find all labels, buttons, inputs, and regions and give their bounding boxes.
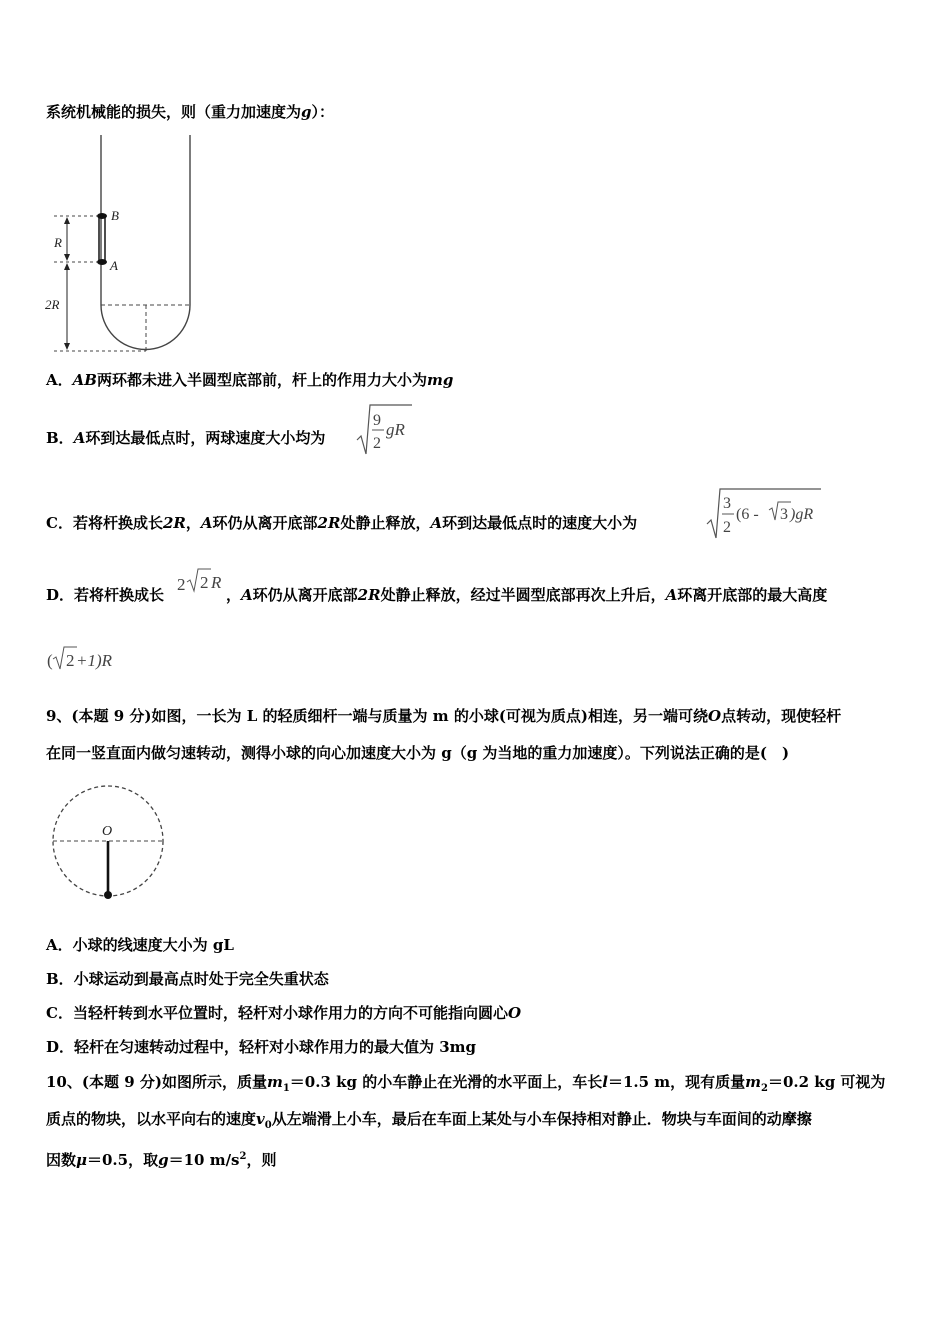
option-text: 轻杆在匀速转动过程中，轻杆对小球作用力的最大值为 3mg xyxy=(74,1038,477,1056)
q10-text: ＝10 m/s xyxy=(168,1151,240,1169)
var-l: l xyxy=(602,1073,608,1091)
var-r: R xyxy=(211,573,222,592)
var-a: A xyxy=(73,429,86,447)
option-text: 小球的线速度大小为 gL xyxy=(72,936,234,954)
q9-text: 9、(本题 9 分)如图，一长为 L 的轻质细杆一端与质量为 m 的小球(可视为质点)相连，另一端可绕 xyxy=(46,707,709,725)
q8-option-b xyxy=(46,428,325,448)
q9-text: 在同一竖直面内做匀速转动，测得小球的向心加速度大小为 g（g 为当地的重力加速度）。下列说法正确的是( ) xyxy=(46,744,790,762)
frac-den: 2 xyxy=(373,435,381,452)
option-text: 两环都未进入半圆型底部前，杆上的作用力大小为 xyxy=(96,371,427,389)
q10-line3 xyxy=(46,1147,277,1170)
q9-line2 xyxy=(46,743,789,763)
len-2r: 2R xyxy=(162,514,186,532)
q9-option-d xyxy=(46,1037,476,1057)
var-mu: μ xyxy=(76,1151,87,1169)
sub-2: 2 xyxy=(761,1083,768,1094)
comma: ， xyxy=(185,514,201,532)
sub-0: 0 xyxy=(264,1120,272,1131)
option-text: 当轻杆转到水平位置时，轻杆对小球作用力的方向不可能指向圆心 xyxy=(72,1004,508,1022)
frac-den: 2 xyxy=(723,519,731,536)
q10-text: 从左端滑上小车，最后在车面上某处与小车保持相对静止．物块与车面间的动摩擦 xyxy=(271,1110,812,1128)
option-text: 环仍从离开底部 xyxy=(252,586,358,604)
formula-rest: gR xyxy=(386,420,405,439)
option-letter: A． xyxy=(46,936,73,954)
option-letter: C． xyxy=(46,514,73,532)
option-letter: D． xyxy=(46,1038,75,1056)
option-text: 处静止释放， xyxy=(340,514,431,532)
q9-line1 xyxy=(46,706,841,726)
q10-text: ＝0.2 kg 可视为 xyxy=(767,1073,886,1091)
var-o: O xyxy=(507,1004,522,1022)
option-text: 环离开底部的最大高度 xyxy=(677,586,828,604)
formula-sqrt2-plus-1-r xyxy=(46,644,136,674)
sup-2: 2 xyxy=(239,1151,247,1162)
q9-option-a xyxy=(46,935,234,955)
circle-rod-figure xyxy=(46,780,171,905)
q10-text: ＝1.5 m，现有质量 xyxy=(607,1073,746,1091)
var-o: O xyxy=(708,707,722,725)
label-o: O xyxy=(102,824,113,839)
paren-close: )gR xyxy=(790,506,814,523)
u-tube-figure xyxy=(40,132,210,357)
var-a: A xyxy=(665,586,678,604)
option-text: 若将杆换成长 xyxy=(72,514,163,532)
q9-text: 点转动，现使轻杆 xyxy=(721,707,842,725)
q10-line1 xyxy=(46,1072,885,1099)
paren-open: ( xyxy=(47,651,53,670)
root-inner: 2 xyxy=(200,573,209,592)
q8-option-a xyxy=(46,370,453,390)
label-b: B xyxy=(111,208,119,223)
q9-option-b xyxy=(46,969,329,989)
option-text: 环到达最低点时，两球速度大小均为 xyxy=(85,429,326,447)
root-inner: 3 xyxy=(780,506,788,523)
option-letter: D． xyxy=(46,586,75,604)
intro-text-end: ）： xyxy=(311,103,335,121)
var-a: A xyxy=(200,514,213,532)
ans-rest: +1)R xyxy=(76,651,113,670)
option-letter: C． xyxy=(46,1004,73,1022)
var-a: A xyxy=(241,586,253,604)
q10-text: ，则 xyxy=(246,1151,277,1169)
var-v0: v xyxy=(256,1110,265,1128)
len-2r: 2R xyxy=(357,586,381,604)
sub-1: 1 xyxy=(282,1083,290,1094)
option-text: 环到达最低点时的速度大小为 xyxy=(442,514,638,532)
g-symbol: g xyxy=(301,103,312,121)
paren-open: (6 - xyxy=(736,506,759,523)
q10-text: 10、(本题 9 分)如图所示，质量 xyxy=(46,1073,267,1091)
var-ab: AB xyxy=(72,371,97,389)
formula-sqrt-9-2-gr xyxy=(356,402,416,458)
option-letter: A． xyxy=(46,371,73,389)
label-2r: 2R xyxy=(45,297,60,312)
frac-num: 3 xyxy=(723,495,731,512)
q10-text: ＝0.5，取 xyxy=(87,1151,159,1169)
label-a: A xyxy=(110,258,118,273)
comma: ， xyxy=(226,586,242,604)
q10-text: 质点的物块，以水平向右的速度 xyxy=(46,1110,257,1128)
q10-text: 因数 xyxy=(46,1151,77,1169)
option-text: 环仍从离开底部 xyxy=(212,514,318,532)
q9-option-c xyxy=(46,1003,521,1023)
q10-line2 xyxy=(46,1109,812,1136)
var-m2: m xyxy=(745,1073,762,1091)
option-letter: B． xyxy=(46,429,74,447)
intro-line xyxy=(46,102,334,122)
q10-text: ＝0.3 kg 的小车静止在光滑的水平面上，车长 xyxy=(289,1073,603,1091)
intro-text: 系统机械能的损失，则（重力加速度为 xyxy=(46,103,302,121)
var-g: g xyxy=(158,1151,169,1169)
var-a: A xyxy=(430,514,443,532)
q8-option-d-rest xyxy=(226,585,827,605)
q8-option-c xyxy=(46,513,637,533)
formula-2sqrt2-r xyxy=(176,566,226,596)
coef: 2 xyxy=(177,575,186,594)
option-text: 小球运动到最高点时处于完全失重状态 xyxy=(73,970,329,988)
frac-num: 9 xyxy=(373,412,381,429)
formula-sqrt-3-2-6-sqrt3-gr xyxy=(706,486,824,542)
option-text: 若将杆换成长 xyxy=(74,586,165,604)
len-2r: 2R xyxy=(317,514,341,532)
label-r: R xyxy=(54,235,62,250)
var-mg: mg xyxy=(426,371,454,389)
q8-option-d xyxy=(46,585,164,605)
root-inner: 2 xyxy=(66,651,75,670)
option-text: 处静止释放，经过半圆型底部再次上升后， xyxy=(380,586,666,604)
var-m1: m xyxy=(266,1073,283,1091)
option-letter: B． xyxy=(46,970,74,988)
